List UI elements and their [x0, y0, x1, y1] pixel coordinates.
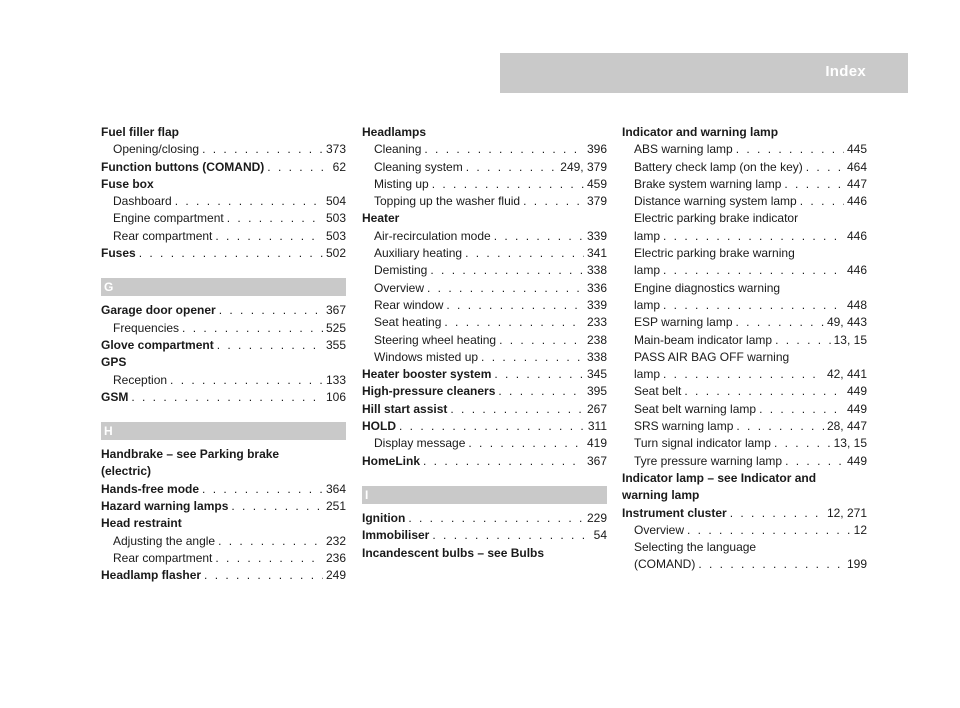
index-entry: Fuses . . . 502 [101, 245, 346, 262]
index-entry: Main-beam indicator lamp . . . 13, 15 [622, 332, 867, 349]
page-number: 28, 447 [826, 419, 867, 434]
index-entry: Auxiliary heating . . . 341 [362, 245, 607, 262]
index-heading: Handbrake – see Parking brake [101, 447, 280, 462]
index-entry: Function buttons (COMAND) . . . 62 [101, 159, 346, 176]
page-number: 12, 271 [826, 505, 867, 520]
page-number: 373 [325, 142, 346, 157]
index-entry: lamp . . . 448 [622, 297, 867, 314]
index-entry: HOLD . . . 311 [362, 418, 607, 435]
index-heading: GPS [101, 355, 127, 370]
page-number: 449 [846, 401, 867, 416]
index-entry: Windows misted up . . . 338 [362, 349, 607, 366]
page-number: 338 [586, 349, 607, 364]
page-number: 446 [846, 194, 867, 209]
index-heading: Indicator lamp – see Indicator and [622, 470, 817, 485]
index-entry: Adjusting the angle . . . 232 [101, 533, 346, 550]
index-heading: Fuse box [101, 176, 154, 191]
index-entry: Garage door opener . . . 367 [101, 302, 346, 319]
index-subheading: PASS AIR BAG OFF warning [634, 349, 790, 364]
index-entry: Tyre pressure warning lamp . . . 449 [622, 453, 867, 470]
index-heading: Head restraint [101, 516, 182, 531]
index-heading: warning lamp [622, 488, 700, 503]
index-entry: (COMAND) . . . 199 [622, 556, 867, 573]
page-number: 449 [846, 453, 867, 468]
page-number: 341 [586, 246, 607, 261]
page-number: 367 [325, 303, 346, 318]
page-number: 339 [586, 228, 607, 243]
page-number: 236 [325, 550, 346, 565]
page-number: 12 [853, 522, 867, 537]
page-number: 199 [846, 557, 867, 572]
index-entry: Distance warning system lamp . . . 446 [622, 193, 867, 210]
page-number: 49, 443 [826, 315, 867, 330]
page-number: 336 [586, 280, 607, 295]
page-number: 106 [325, 389, 346, 404]
page-number: 449 [846, 384, 867, 399]
section-letter-h: H [101, 422, 346, 440]
page-number: 249, 379 [560, 159, 607, 174]
header-band [500, 53, 908, 93]
index-entry: Brake system warning lamp . . . 447 [622, 176, 867, 193]
index-entry: HomeLink . . . 367 [362, 453, 607, 470]
index-entry: Ignition . . . 229 [362, 510, 607, 527]
index-heading: Headlamps [362, 125, 427, 139]
index-entry: Turn signal indicator lamp . . . 13, 15 [622, 435, 867, 452]
index-entry: Overview . . . 12 [622, 522, 867, 539]
index-entry: ESP warning lamp . . . 49, 443 [622, 314, 867, 331]
index-entry: ABS warning lamp . . . 445 [622, 141, 867, 158]
page-number: 238 [586, 332, 607, 347]
page-number: 459 [586, 176, 607, 191]
index-entry: Hazard warning lamps . . . 251 [101, 498, 346, 515]
page-number: 502 [325, 246, 346, 261]
index-subheading: Selecting the language [634, 540, 757, 555]
index-entry: Hill start assist . . . 267 [362, 401, 607, 418]
index-entry: Reception . . . 133 [101, 372, 346, 389]
index-entry: Hands-free mode . . . 364 [101, 481, 346, 498]
index-entry: Air-recirculation mode . . . 339 [362, 228, 607, 245]
index-entry: High-pressure cleaners . . . 395 [362, 383, 607, 400]
index-entry: Misting up . . . 459 [362, 176, 607, 193]
page-number: 267 [586, 401, 607, 416]
section-letter-g: G [101, 278, 346, 296]
page-number: 345 [586, 367, 607, 382]
page-number: 504 [325, 194, 346, 209]
index-subheading: Engine diagnostics warning [634, 280, 781, 295]
page-number: 446 [846, 228, 867, 243]
page-number: 233 [586, 315, 607, 330]
page-number: 338 [586, 263, 607, 278]
page-number: 249 [325, 568, 346, 583]
index-entry: GSM . . . 106 [101, 389, 346, 406]
index-entry: lamp . . . 446 [622, 262, 867, 279]
index-column-1 [101, 124, 346, 585]
page-number: 42, 441 [826, 367, 867, 382]
index-entry: Frequencies . . . 525 [101, 320, 346, 337]
index-entry: Cleaning system . . . 249, 379 [362, 159, 607, 176]
index-subheading: Electric parking brake indicator [634, 211, 799, 226]
index-entry: Battery check lamp (on the key) . . . 464 [622, 159, 867, 176]
index-entry: Topping up the washer fluid . . . 379 [362, 193, 607, 210]
index-subheading: Electric parking brake warning [634, 246, 795, 261]
page-number: 13, 15 [833, 436, 867, 451]
index-entry: Seat heating . . . 233 [362, 314, 607, 331]
index-heading: Heater [362, 211, 400, 226]
index-entry: Immobiliser . . . 54 [362, 527, 607, 544]
index-heading: Incandescent bulbs – see Bulbs [362, 545, 545, 560]
page-number: 62 [332, 159, 346, 174]
page-number: 503 [325, 228, 346, 243]
index-entry: Overview . . . 336 [362, 280, 607, 297]
page-number: 251 [325, 499, 346, 514]
index-entry: Engine compartment . . . 503 [101, 210, 346, 227]
page-number: 396 [586, 142, 607, 157]
index-entry: Display message . . . 419 [362, 435, 607, 452]
page-number: 379 [586, 194, 607, 209]
index-heading: Fuel filler flap [101, 125, 180, 139]
index-entry: Seat belt . . . 449 [622, 383, 867, 400]
page-number: 133 [325, 372, 346, 387]
page-number: 446 [846, 263, 867, 278]
page-number: 445 [846, 142, 867, 157]
page-title: Index [825, 63, 866, 80]
section-letter-i: I [362, 486, 607, 504]
index-entry: Glove compartment . . . 355 [101, 337, 346, 354]
index-entry: Rear compartment . . . 503 [101, 228, 346, 245]
index-heading: (electric) [101, 464, 152, 479]
page-number: 355 [325, 337, 346, 352]
index-entry: Cleaning . . . 396 [362, 141, 607, 158]
page-number: 232 [325, 533, 346, 548]
index-entry: Rear window . . . 339 [362, 297, 607, 314]
index-entry: Dashboard . . . 504 [101, 193, 346, 210]
index-entry: SRS warning lamp . . . 28, 447 [622, 418, 867, 435]
page-number: 339 [586, 297, 607, 312]
index-heading: Indicator and warning lamp [622, 125, 779, 139]
page-number: 311 [587, 419, 607, 434]
index-entry: lamp . . . 446 [622, 228, 867, 245]
index-entry: lamp . . . 42, 441 [622, 366, 867, 383]
page-number: 447 [846, 176, 867, 191]
page-number: 13, 15 [833, 332, 867, 347]
page-number: 395 [586, 384, 607, 399]
index-entry: Rear compartment . . . 236 [101, 550, 346, 567]
page-number: 503 [325, 211, 346, 226]
index-entry: Steering wheel heating . . . 238 [362, 332, 607, 349]
page-number: 525 [325, 320, 346, 335]
page-number: 364 [325, 481, 346, 496]
index-entry: Demisting . . . 338 [362, 262, 607, 279]
page-number: 54 [593, 528, 607, 543]
index-entry: Seat belt warning lamp . . . 449 [622, 401, 867, 418]
index-entry: Instrument cluster . . . 12, 271 [622, 505, 867, 522]
page-number: 367 [586, 453, 607, 468]
page-number: 448 [846, 297, 867, 312]
index-column-2 [362, 124, 607, 562]
page-number: 464 [846, 159, 867, 174]
page-number: 419 [586, 436, 607, 451]
index-entry: Opening/closing . . . 373 [101, 141, 346, 158]
index-entry: Heater booster system . . . 345 [362, 366, 607, 383]
index-entry: Headlamp flasher . . . 249 [101, 567, 346, 584]
index-column-3 [622, 124, 867, 574]
page-number: 229 [586, 510, 607, 525]
